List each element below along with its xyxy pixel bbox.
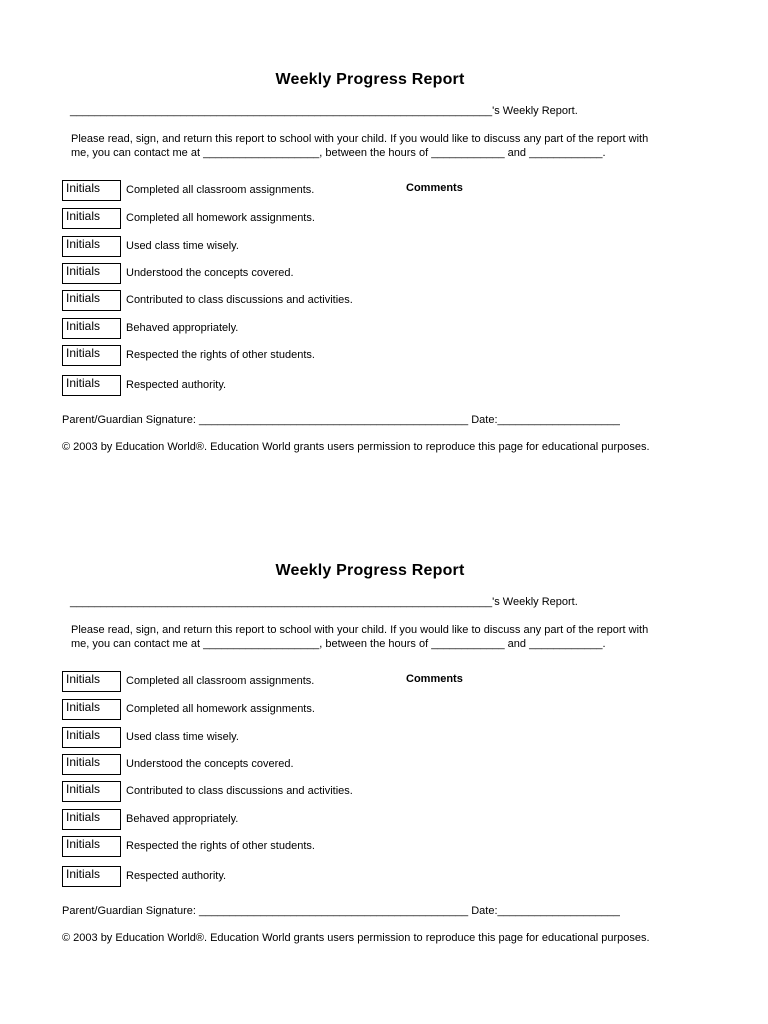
item-label: Used class time wisely. — [126, 731, 239, 743]
item-label: Completed all homework assignments. — [126, 212, 315, 224]
instructions-line-1: Please read, sign, and return this report to school with your child. If you would like to discuss any part of the report with — [71, 133, 649, 145]
instructions-line-1: Please read, sign, and return this report to school with your child. If you would like to discuss any part of the report with — [71, 624, 649, 636]
initials-box[interactable]: Initials — [62, 208, 121, 229]
instructions — [71, 132, 691, 160]
instructions — [71, 623, 691, 651]
initials-box[interactable]: Initials — [62, 809, 121, 830]
initials-box[interactable]: Initials — [62, 866, 121, 887]
item-label: Understood the concepts covered. — [126, 758, 294, 770]
student-name-line: _____________________________________________________________________'s Weekly Report. — [70, 105, 578, 117]
item-label: Respected authority. — [126, 870, 227, 882]
item-label: Contributed to class discussions and activities. — [126, 785, 353, 797]
item-label: Respected authority. — [126, 379, 227, 391]
item-label: Completed all classroom assignments. — [126, 675, 315, 687]
initials-box[interactable]: Initials — [62, 781, 121, 802]
item-label: Completed all classroom assignments. — [126, 184, 315, 196]
instructions-line-2: me, you can contact me at ___________________, between the hours of ____________ and ____________. — [71, 147, 606, 159]
weekly-report-2 — [0, 491, 768, 971]
initials-box[interactable]: Initials — [62, 727, 121, 748]
initials-box[interactable]: Initials — [62, 263, 121, 284]
item-label: Contributed to class discussions and activities. — [126, 294, 353, 306]
item-label: Completed all homework assignments. — [126, 703, 315, 715]
initials-box[interactable]: Initials — [62, 318, 121, 339]
item-label: Behaved appropriately. — [126, 322, 239, 334]
weekly-report-1 — [0, 0, 768, 480]
item-label: Used class time wisely. — [126, 240, 239, 252]
signature-date-line: Parent/Guardian Signature: ____________________________________________ Date:____________________ — [62, 414, 620, 426]
initials-box[interactable]: Initials — [62, 836, 121, 857]
item-label: Behaved appropriately. — [126, 813, 239, 825]
initials-box[interactable]: Initials — [62, 345, 121, 366]
comments-label: Comments — [406, 673, 463, 685]
initials-box[interactable]: Initials — [62, 375, 121, 396]
initials-box[interactable]: Initials — [62, 236, 121, 257]
item-label: Understood the concepts covered. — [126, 267, 294, 279]
initials-box[interactable]: Initials — [62, 671, 121, 692]
initials-box[interactable]: Initials — [62, 699, 121, 720]
copyright-notice: © 2003 by Education World®. Education World grants users permission to reproduce this page for educational purposes. — [62, 932, 650, 944]
initials-box[interactable]: Initials — [62, 180, 121, 201]
signature-date-line: Parent/Guardian Signature: ____________________________________________ Date:____________________ — [62, 905, 620, 917]
comments-label: Comments — [406, 182, 463, 194]
report-title: Weekly Progress Report — [275, 562, 465, 579]
instructions-line-2: me, you can contact me at ___________________, between the hours of ____________ and ____________. — [71, 638, 606, 650]
initials-box[interactable]: Initials — [62, 754, 121, 775]
initials-box[interactable]: Initials — [62, 290, 121, 311]
report-title: Weekly Progress Report — [275, 71, 465, 88]
student-name-line: _____________________________________________________________________'s Weekly Report. — [70, 596, 578, 608]
item-label: Respected the rights of other students. — [126, 840, 315, 852]
copyright-notice: © 2003 by Education World®. Education World grants users permission to reproduce this page for educational purposes. — [62, 441, 650, 453]
item-label: Respected the rights of other students. — [126, 349, 315, 361]
